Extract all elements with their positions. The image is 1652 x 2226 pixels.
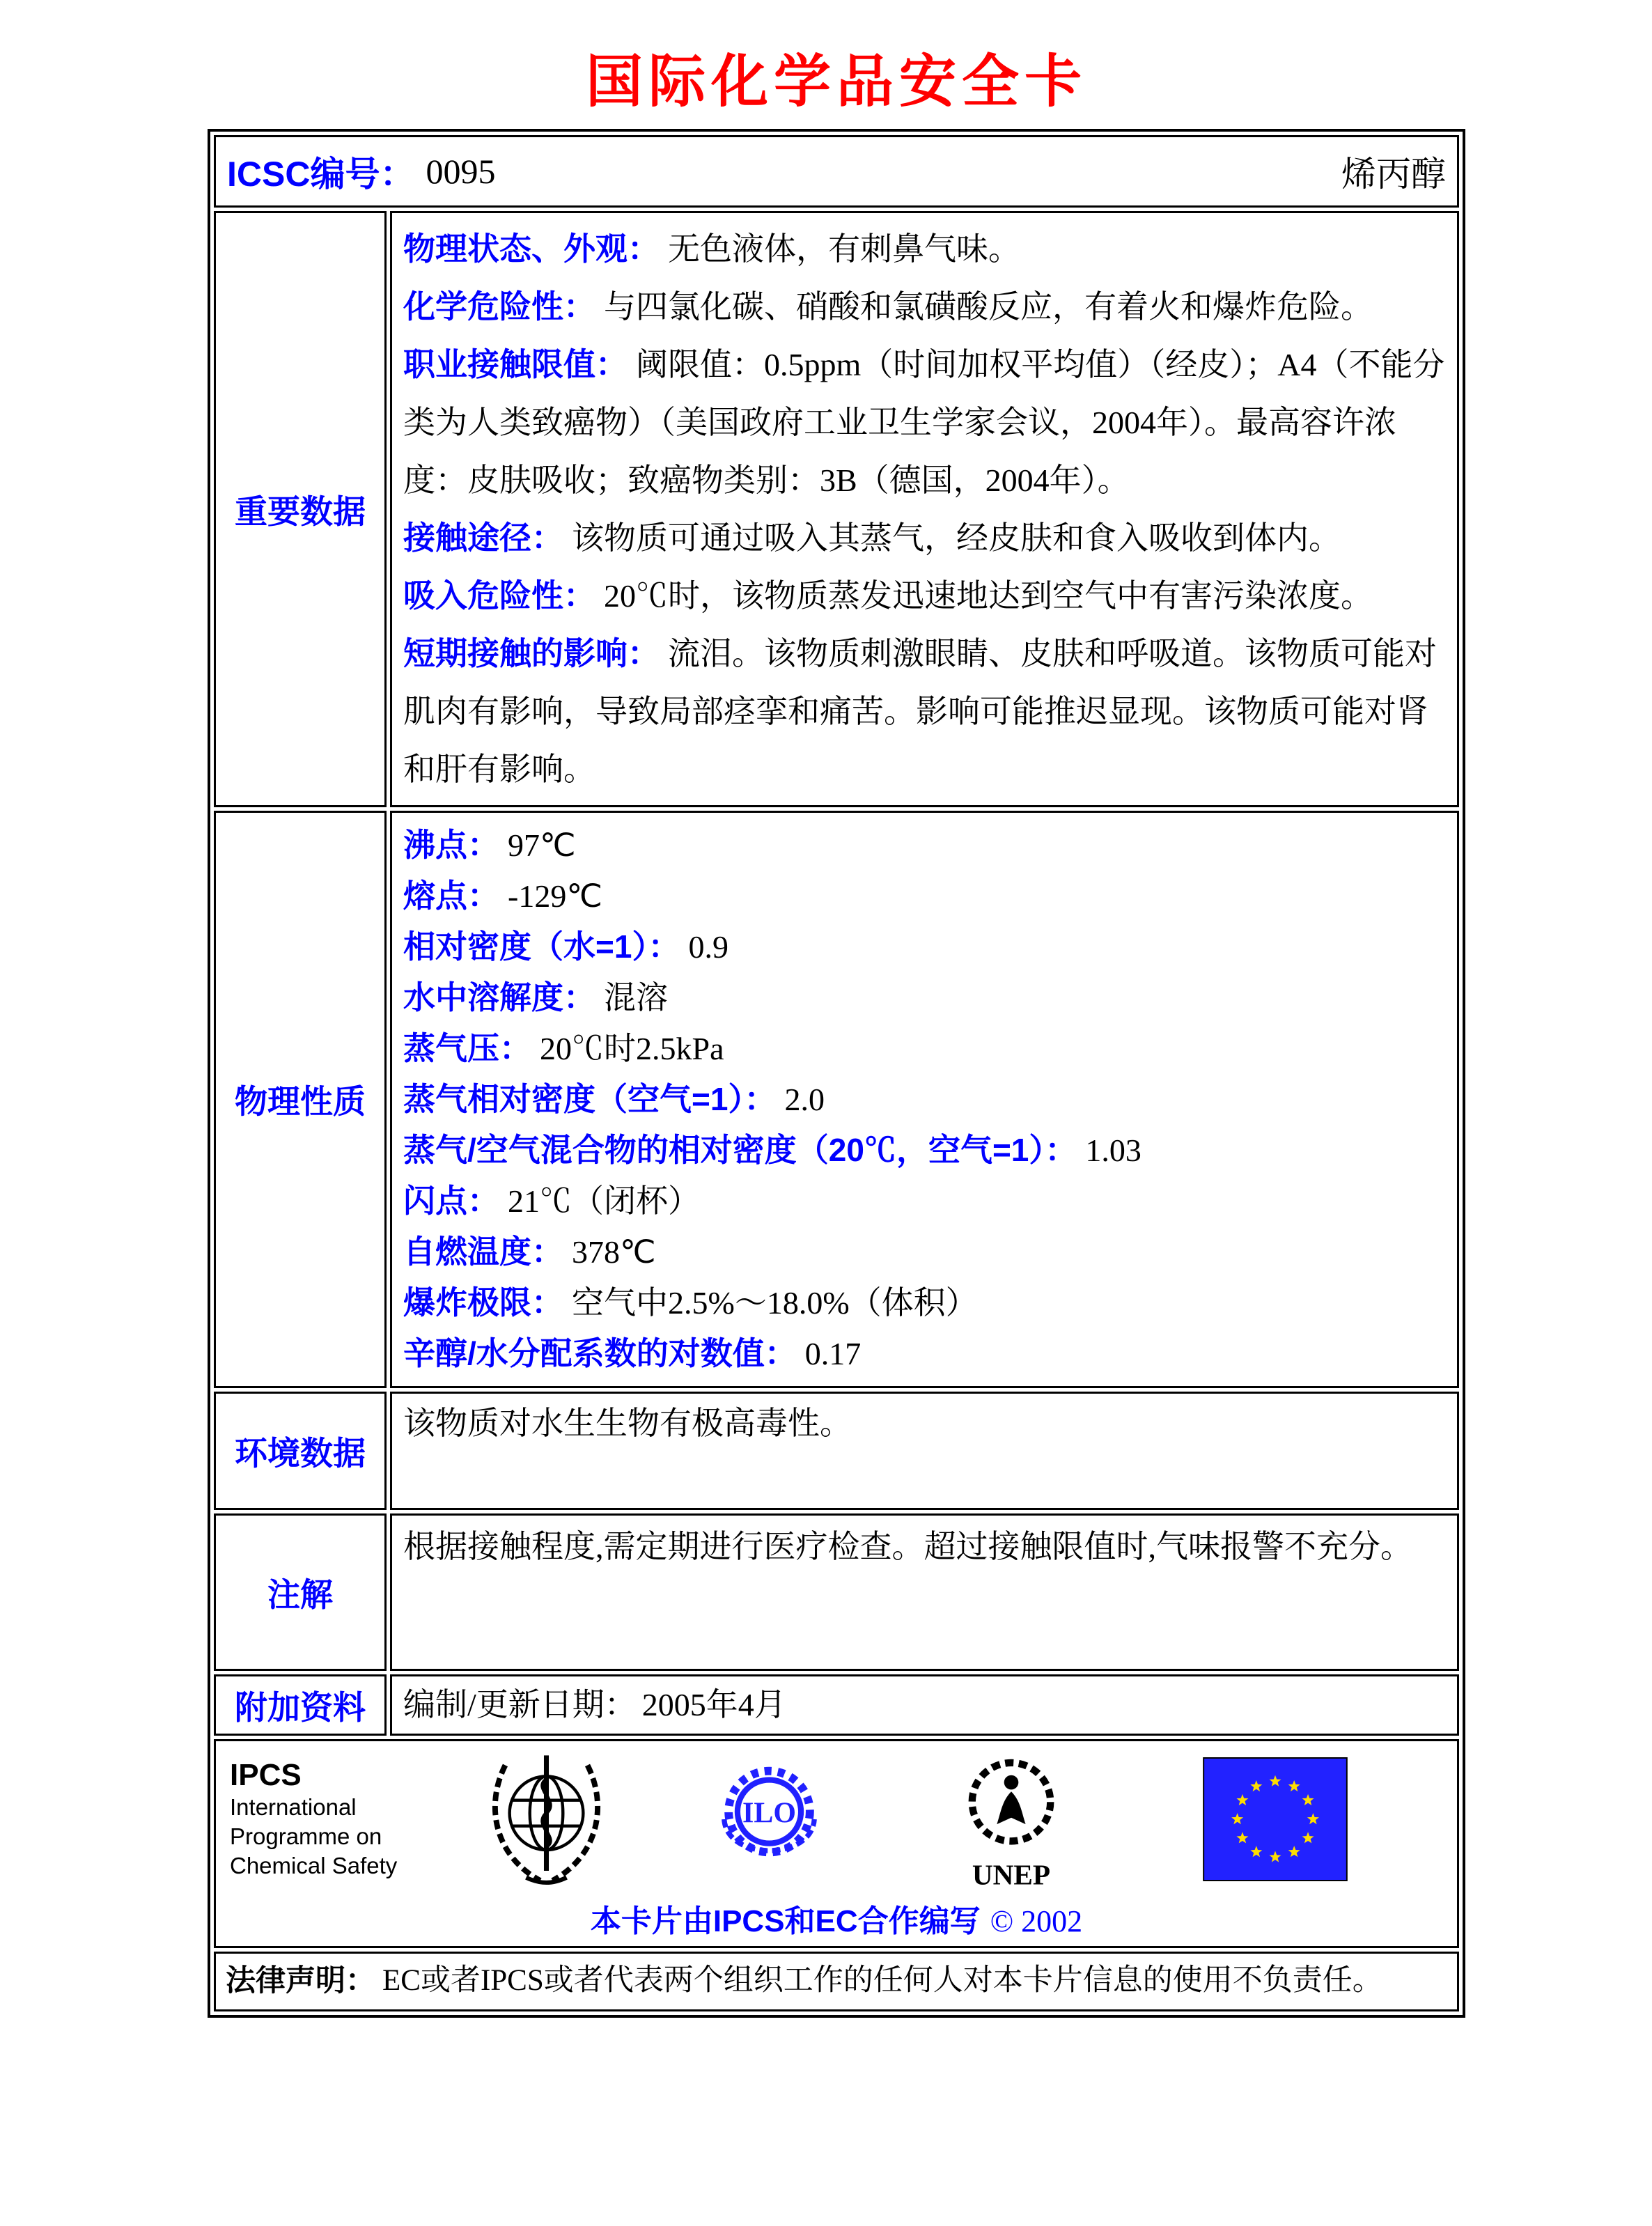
data-line bbox=[403, 509, 1446, 567]
section-label-important-data bbox=[214, 211, 387, 807]
field-label: 蒸气相对密度（空气=1）： bbox=[403, 1081, 777, 1117]
property-line bbox=[403, 972, 1446, 1023]
unep-logo-text: UNEP bbox=[972, 1858, 1051, 1890]
ipcs-line: International bbox=[230, 1794, 357, 1820]
data-line bbox=[403, 567, 1446, 625]
additional-information-content bbox=[390, 1674, 1459, 1736]
data-line bbox=[403, 1401, 1446, 1447]
important-data-content bbox=[390, 211, 1459, 807]
property-line bbox=[403, 1277, 1446, 1328]
field-label: 接触途径： bbox=[403, 520, 563, 556]
section-additional-information bbox=[214, 1674, 1459, 1736]
field-value: 21℃（闭杯） bbox=[508, 1183, 700, 1219]
field-value: 空气中2.5%～18.0%（体积） bbox=[572, 1285, 978, 1321]
logo-strip bbox=[230, 1750, 1443, 1889]
field-value: -129℃ bbox=[508, 878, 602, 914]
physical-properties-content bbox=[390, 811, 1459, 1388]
data-line bbox=[403, 336, 1446, 509]
section-label-environmental-data bbox=[214, 1392, 387, 1510]
field-value: 20℃时，该物质蒸发迅速地达到空气中有害污染浓度。 bbox=[604, 578, 1373, 614]
field-value: 与四氯化碳、硝酸和氯磺酸反应，有着火和爆炸危险。 bbox=[604, 289, 1373, 325]
field-value: 2.0 bbox=[784, 1082, 825, 1117]
section-label-text: 物理性质 bbox=[235, 1083, 366, 1120]
header-row bbox=[214, 135, 1459, 208]
field-label: 物理状态、外观： bbox=[403, 231, 660, 267]
section-environmental-data bbox=[214, 1392, 1459, 1510]
field-value: 混溶 bbox=[604, 980, 668, 1015]
header-cell bbox=[214, 135, 1459, 208]
field-value: 0.17 bbox=[804, 1336, 862, 1371]
data-line bbox=[403, 220, 1446, 278]
ipcs-acronym: IPCS bbox=[230, 1758, 302, 1792]
field-label: 短期接触的影响： bbox=[403, 635, 660, 671]
section-notes bbox=[214, 1513, 1459, 1671]
field-value: 流泪。该物质刺激眼睛、皮肤和呼吸道。该物质可能对肌肉有影响，导致局部痉挛和痛苦。影响可能推迟显现。该物质可能对肾和肝有影响。 bbox=[403, 636, 1437, 787]
legal-statement-text: EC或者IPCS或者代表两个组织工作的任何人对本卡片信息的使用不负责任。 bbox=[382, 1964, 1382, 1997]
field-value: 378℃ bbox=[572, 1234, 656, 1270]
field-label: 相对密度（水=1）： bbox=[403, 928, 680, 965]
field-value: 97℃ bbox=[508, 827, 576, 863]
who-logo bbox=[482, 1750, 611, 1889]
field-label: 辛醇/水分配系数的对数值： bbox=[403, 1335, 797, 1371]
field-label: 化学危险性： bbox=[403, 288, 595, 325]
section-physical-properties bbox=[214, 811, 1459, 1388]
page-title: 国际化学品安全卡 bbox=[585, 50, 1087, 114]
legal-cell bbox=[214, 1952, 1459, 2011]
field-label: 水中溶解度： bbox=[403, 979, 595, 1015]
property-line bbox=[403, 921, 1446, 972]
unep-logo bbox=[959, 1748, 1063, 1891]
section-label-text: 重要数据 bbox=[235, 492, 366, 530]
ipcs-text-block bbox=[230, 1758, 412, 1881]
field-label: 蒸气/空气混合物的相对密度（20℃，空气=1）： bbox=[403, 1132, 1077, 1168]
property-line bbox=[403, 1328, 1446, 1379]
field-value: 阈限值：0.5ppm（时间加权平均值）（经皮）；A4（不能分类为人类致癌物）（美国政府工业卫生学家会议，2004年）。最高容许浓度：皮肤吸收；致癌物类别：3B（德国，2004年）。 bbox=[403, 347, 1445, 498]
copyright-line bbox=[230, 1896, 1443, 1940]
icsc-number-value: 0095 bbox=[426, 152, 496, 191]
field-value: 该物质对水生生物有极高毒性。 bbox=[403, 1406, 852, 1441]
environmental-data-content bbox=[390, 1392, 1459, 1510]
legal-row bbox=[214, 1952, 1459, 2011]
field-value: 该物质可通过吸入其蒸气，经皮肤和食入吸收到体内。 bbox=[572, 520, 1341, 556]
ilo-logo-text: ILO bbox=[742, 1797, 796, 1830]
property-line bbox=[403, 1176, 1446, 1227]
field-label: 自燃温度： bbox=[403, 1233, 563, 1270]
section-label-notes bbox=[214, 1513, 387, 1671]
property-line bbox=[403, 1074, 1446, 1125]
property-line bbox=[403, 871, 1446, 921]
section-important-data bbox=[214, 211, 1459, 807]
field-value: 2005年4月 bbox=[641, 1687, 786, 1722]
field-label: 编制/更新日期： bbox=[403, 1687, 637, 1722]
property-line bbox=[403, 1125, 1446, 1176]
field-value: 20℃时2.5kPa bbox=[540, 1031, 724, 1066]
section-label-additional-information bbox=[214, 1674, 387, 1736]
ipcs-line: Chemical Safety bbox=[230, 1853, 398, 1878]
logos-cell bbox=[214, 1739, 1459, 1948]
field-label: 爆炸极限： bbox=[403, 1284, 563, 1321]
property-line bbox=[403, 1227, 1446, 1277]
ipcs-line: Programme on bbox=[230, 1823, 382, 1849]
data-line bbox=[403, 1523, 1446, 1571]
property-line bbox=[403, 1023, 1446, 1074]
data-line bbox=[403, 625, 1446, 798]
field-label: 熔点： bbox=[403, 878, 499, 914]
field-value: 根据接触程度,需定期进行医疗检查。超过接触限值时,气味报警不充分。 bbox=[403, 1529, 1412, 1564]
section-label-text: 注解 bbox=[267, 1575, 333, 1613]
field-value: 无色液体，有刺鼻气味。 bbox=[668, 231, 1020, 267]
eu-flag bbox=[1203, 1757, 1348, 1881]
legal-statement-label: 法律声明： bbox=[226, 1964, 375, 1998]
copyright-text: 本卡片由IPCS和EC合作编写 bbox=[590, 1904, 981, 1938]
field-label: 沸点： bbox=[403, 827, 499, 863]
field-value: 0.9 bbox=[688, 929, 728, 965]
field-value: 1.03 bbox=[1085, 1133, 1141, 1168]
logos-row bbox=[214, 1739, 1459, 1948]
data-line bbox=[403, 278, 1446, 336]
notes-content bbox=[390, 1513, 1459, 1671]
data-line bbox=[403, 1684, 786, 1726]
ilo-logo bbox=[715, 1761, 823, 1878]
section-label-physical-properties bbox=[214, 811, 387, 1388]
property-line bbox=[403, 820, 1446, 871]
section-label-text: 附加资料 bbox=[235, 1688, 366, 1726]
section-label-text: 环境数据 bbox=[235, 1434, 366, 1472]
chemical-name: 烯丙醇 bbox=[1341, 155, 1446, 194]
icsc-number-label: ICSC编号： bbox=[227, 155, 415, 194]
field-label: 闪点： bbox=[403, 1183, 499, 1219]
field-label: 蒸气压： bbox=[403, 1030, 531, 1066]
field-label: 职业接触限值： bbox=[403, 346, 628, 382]
field-label: 吸入危险性： bbox=[403, 577, 595, 614]
safety-card-table bbox=[208, 129, 1465, 2018]
copyright-year: © 2002 bbox=[990, 1904, 1083, 1938]
